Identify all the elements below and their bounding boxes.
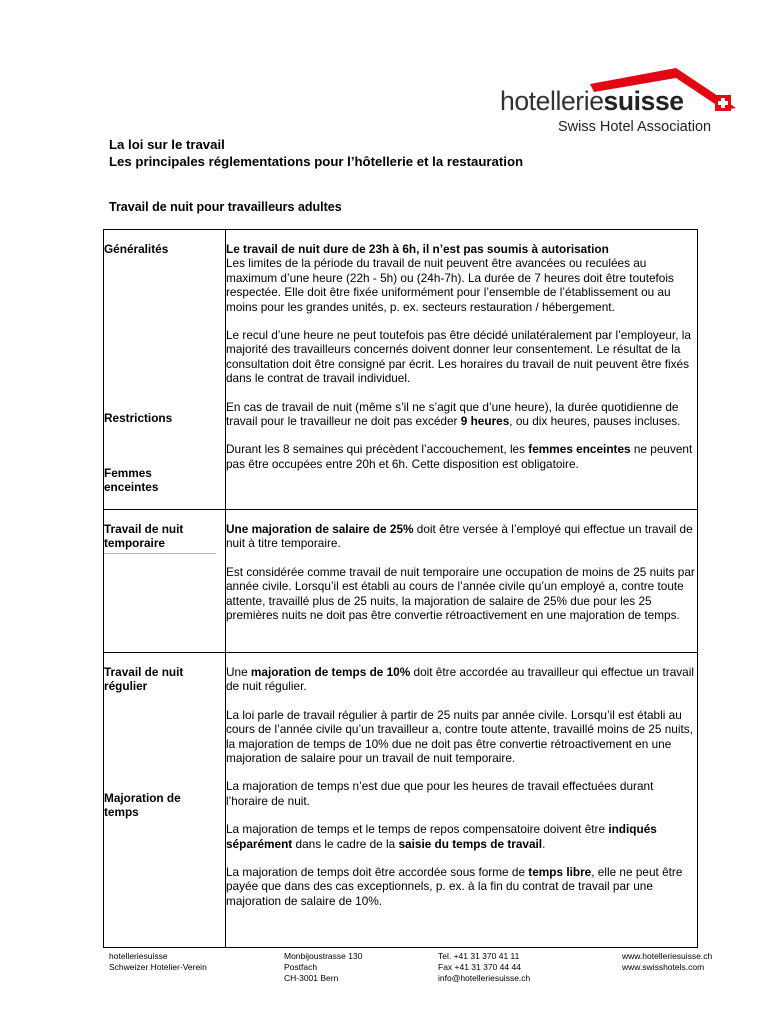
regulier-paragraph-2: La loi parle de travail régulier à partir de 25 nuits par année civile. Lorsqu’il est établi au cours de l’année civile qu’un travailleur a, contre toute attente, travaillé moins de 25 nuits, la majoration de temps de 10% due ne doit pas être convertie rétroactivement en une majoration de salaire pour un travail de nuit temporaire. [226, 707, 693, 766]
label-restrictions: Restrictions [104, 411, 173, 425]
footer-organization: hotelleriesuisse Schweizer Hotelier-Verein [109, 951, 207, 972]
label-cell [104, 510, 226, 653]
majoration-paragraph-2: La majoration de temps et le temps de repos compensatoire doivent être indiqués séparément dans le cadre de la saisie du temps de travail. [226, 822, 657, 851]
majoration-paragraph-3: La majoration de temps doit être accordée sous forme de temps libre, elle ne peut être payée que dans des cas exceptionnels, p. ex. à la fin du contrat de travail par une majoration de salaire de 10%. [226, 865, 683, 908]
footer-contact [438, 951, 530, 984]
text-cell [226, 510, 698, 653]
majoration-paragraph-1: La majoration de temps n’est due que pour les heures de travail effectuées durant l’horaire de nuit. [226, 779, 654, 808]
footer-address: Monbijoustrasse 130 Postfach CH-3001 Bern [284, 951, 363, 983]
generalites-heading: Le travail de nuit dure de 23h à 6h, il n’est pas soumis à autorisation [226, 242, 609, 256]
footer-websites [622, 951, 712, 973]
footer-email-link[interactable]: info@hotelleriesuisse.ch [438, 973, 531, 983]
footer-fax: Fax +41 31 370 44 44 [438, 962, 521, 972]
divider [104, 553, 216, 554]
restrictions-paragraph: En cas de travail de nuit (même s’il ne s’agit que d’une heure), la durée quotidienne de travail pour le travailleur ne doit pas excéder 9 heures, ou dix heures, pauses incluses. [226, 399, 681, 429]
table-row [104, 510, 698, 653]
footer-website-link-1[interactable]: www.hotelleriesuisse.ch [622, 951, 713, 961]
table-row [104, 230, 698, 510]
label-majoration: Majoration de temps [104, 791, 181, 820]
footer-website-link-2[interactable]: www.swisshotels.com [622, 962, 705, 972]
title-line-1: La loi sur le travail [109, 137, 225, 152]
label-temporaire: Travail de nuit temporaire [104, 522, 184, 551]
footer-phone: Tel. +41 31 370 41 11 [438, 951, 520, 961]
generalites-paragraph-1: Les limites de la période du travail de nuit peuvent être avancées ou reculées au maximum d’une heure (22h - 5h) ou (24h-7h). La durée de 7 heures doit être toutefois respectée. Elle doit être fixée uniformément pour l’ensemble de l’établissement ou au moins pour les grandes unités, p. ex. secteurs restauration / hébergement. [226, 256, 674, 314]
femmes-paragraph: Durant les 8 semaines qui précèdent l’accouchement, les femmes enceintes ne peuvent pas être occupées entre 20h et 6h. Cette disposition est obligatoire. [226, 442, 693, 471]
brand-logo [498, 62, 738, 142]
text-cell [226, 230, 698, 510]
regulier-paragraph-1: Une majoration de temps de 10% doit être accordée au travailleur qui effectue un travail de nuit régulier. [226, 665, 694, 694]
label-cell [104, 653, 226, 948]
temporaire-paragraph-1: Une majoration de salaire de 25% doit être versée à l’employé qui effectue un travail de nuit à titre temporaire. [226, 522, 693, 551]
temporaire-paragraph-2: Est considérée comme travail de nuit temporaire une occupation de moins de 25 nuits par année civile. Lorsqu’il est établi au cours de l’année civile qu’un employé a, contre toute attente, travaillé plus de 25 nuits, la majoration de salaire de 25% due pour les 25 premières nuits ne doit pas être convertie rétroactivement en une majoration de temps. [226, 564, 695, 623]
label-cell [104, 230, 226, 510]
table-row [104, 653, 698, 948]
label-regulier: Travail de nuit régulier [104, 665, 184, 694]
logo-subtitle: Swiss Hotel Association [558, 119, 712, 135]
generalites-paragraph-2: Le recul d’une heure ne peut toutefois pas être décidé unilatéralement par l’employeur, la majorité des travailleurs concernés doivent donner leur consentement. Le résultat de la consultation doit être consigné par écrit. Les horaires du travail de nuit peuvent être fixés dans le contrat de travail individuel. [226, 328, 691, 386]
section-title: Travail de nuit pour travailleurs adultes [109, 200, 342, 214]
logo-wordmark: hotelleriesuisse [500, 86, 684, 116]
document-title [109, 136, 523, 170]
text-cell [226, 653, 698, 948]
title-line-2: Les principales réglementations pour l’hôtellerie et la restauration [109, 154, 524, 169]
label-femmes-enceintes: Femmes enceintes [104, 466, 159, 495]
label-generalites: Généralités [104, 242, 169, 256]
regulations-table [103, 229, 698, 948]
